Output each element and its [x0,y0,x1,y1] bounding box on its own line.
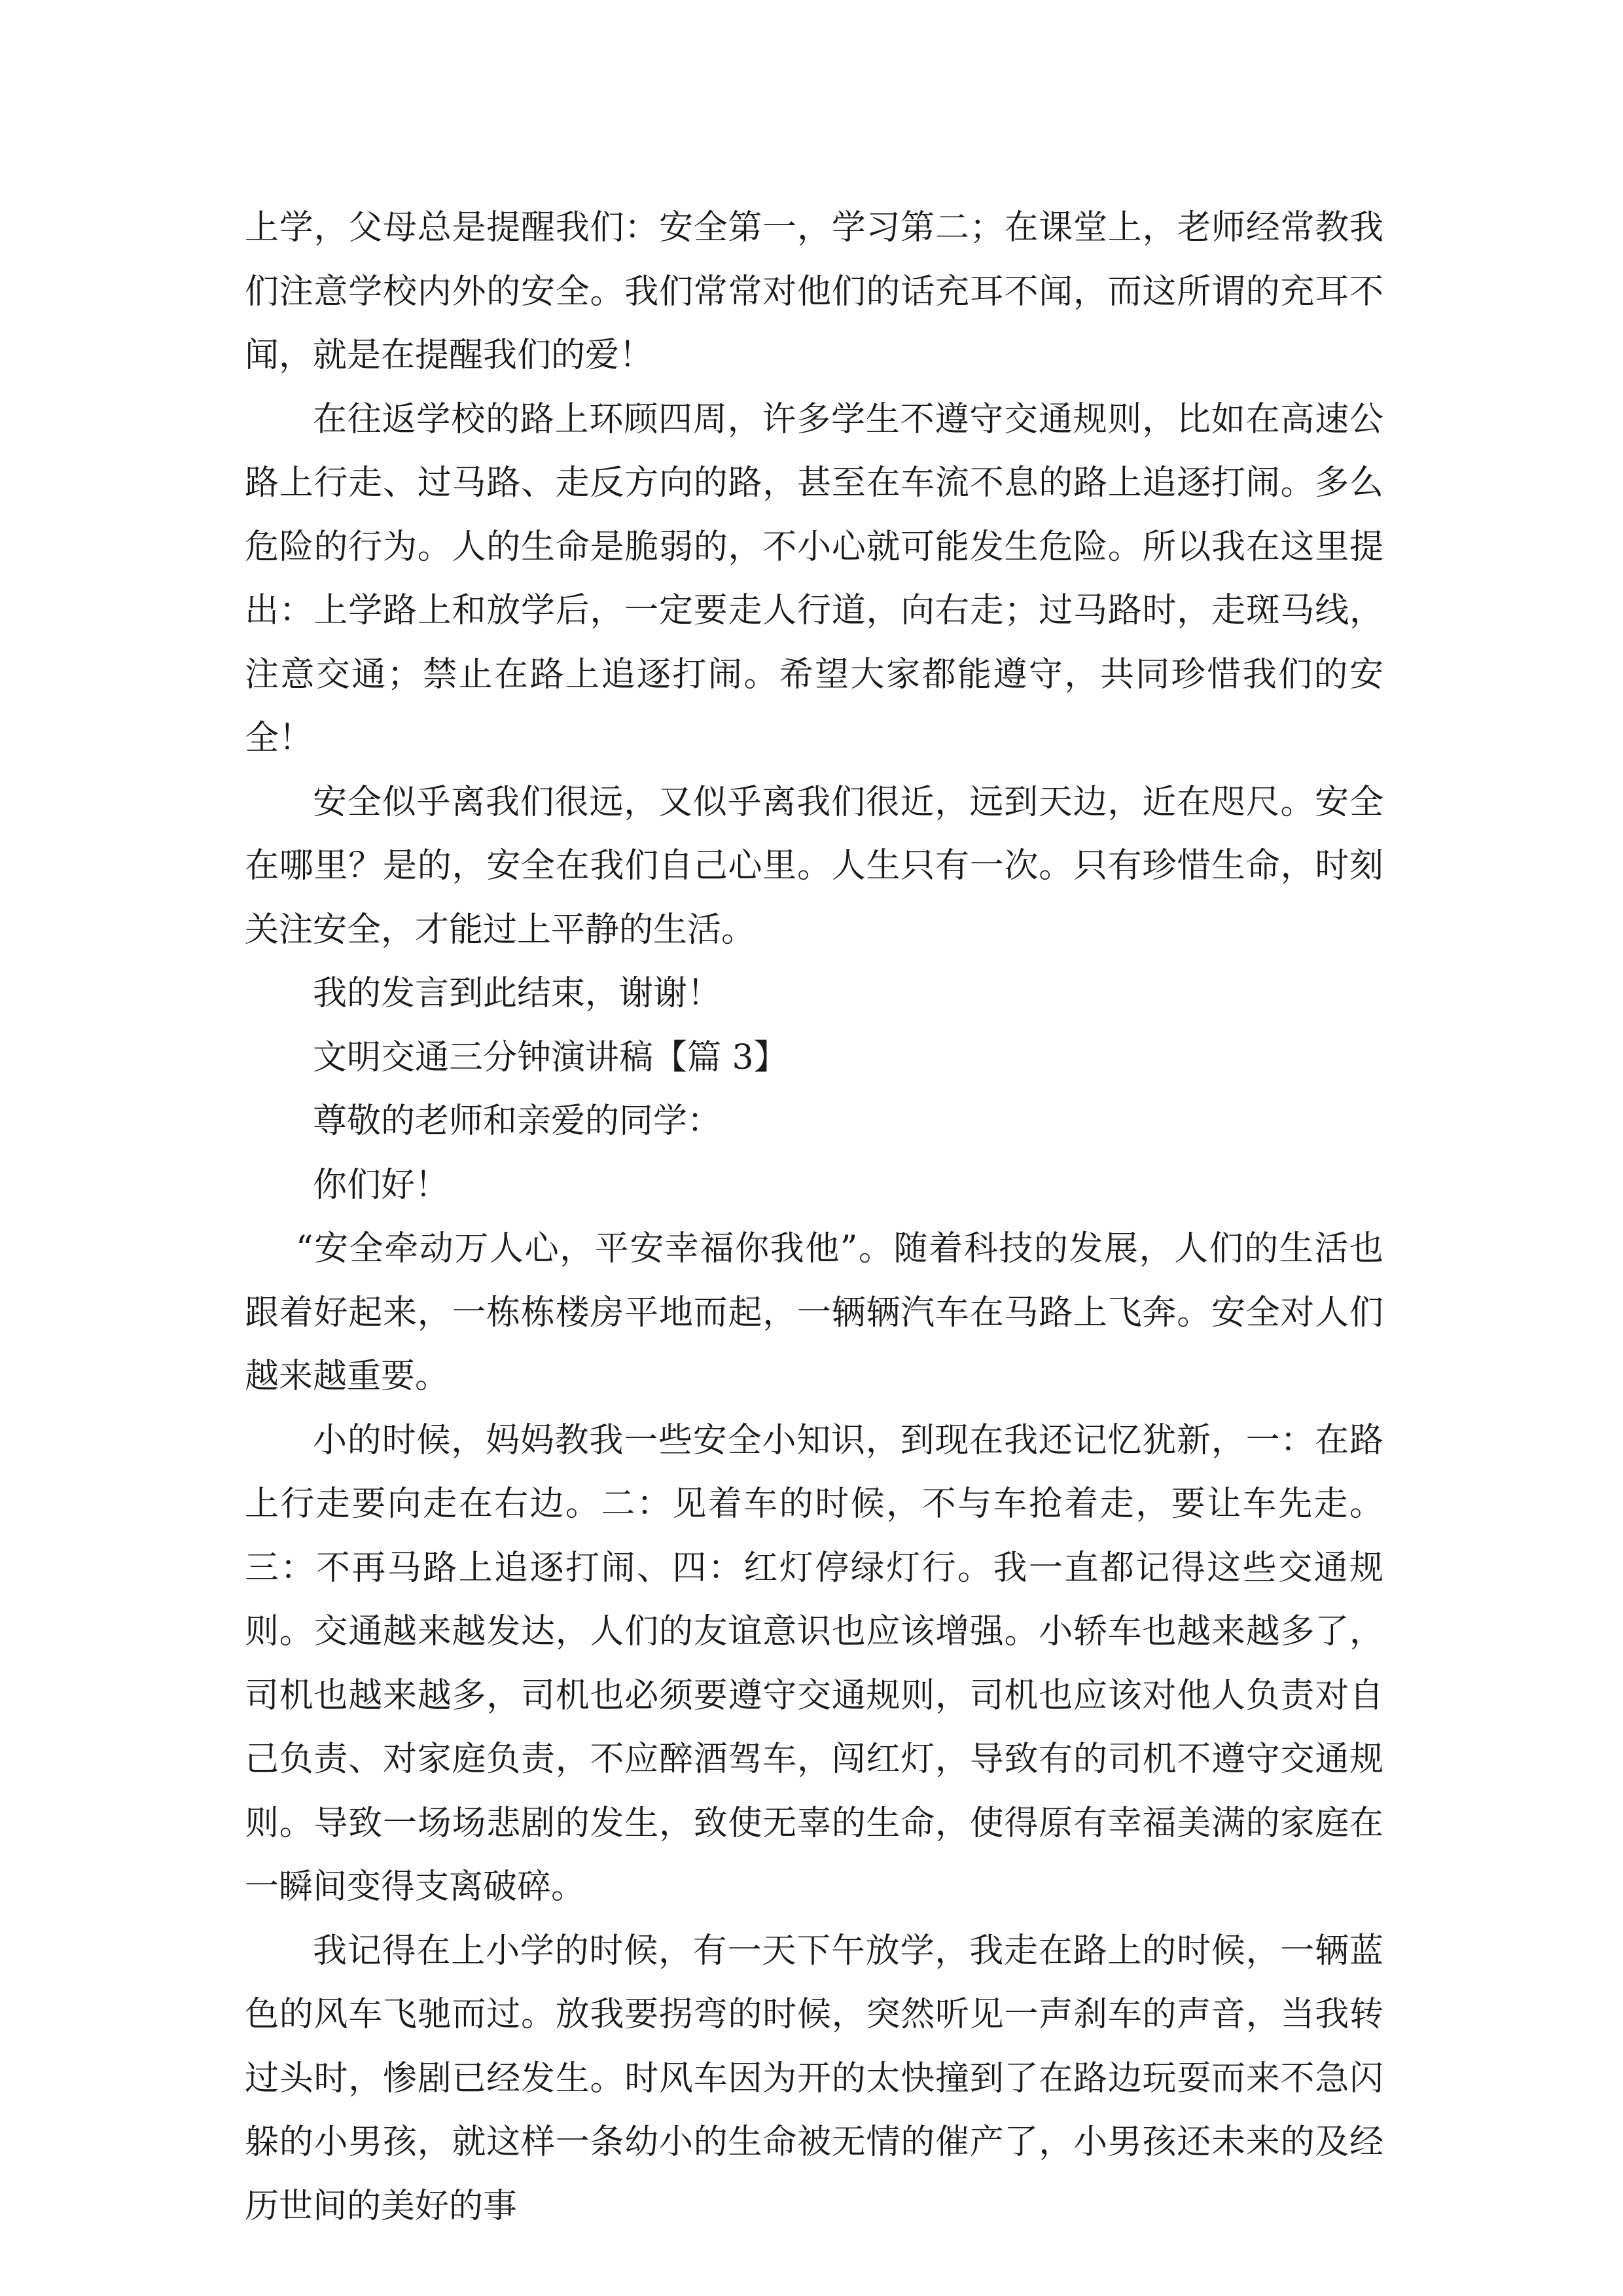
paragraph-parents-reminder: 上学，父母总是提醒我们：安全第一，学习第二；在课堂上，老师经常教我们注意学校内外的安全。我们常常对他们的话充耳不闻，而这所谓的充耳不闻，就是在提醒我们的爱！ [245,208,1383,375]
paragraph-closing: 我的发言到此结束，谢谢！ [313,974,722,1013]
paragraph-safety-near-far: 安全似乎离我们很远，又似乎离我们很近，远到天边，近在咫尺。安全在哪里？是的，安全在我们自己心里。人生只有一次。只有珍惜生命，时刻关注安全，才能过上平静的生活。 [245,782,1383,950]
paragraph-childhood-rules: 小的时候，妈妈教我一些安全小知识，到现在我还记忆犹新，一：在路上行走要向走在右边。二：见着车的时候，不与车抢着走，要让车先走。三：不再马路上追逐打闹、四：红灯停绿灯行。我一直都记得这些交通规则。交通越来越发达，人们的友谊意识也应该增强。小轿车也越来越多了，司机也越来越多，司机也必须要遵守交通规则，司机也应该对他人负责对自己负责、对家庭负责，不应醉酒驾车，闯红灯，导致有的司机不遵守交通规则。导致一场场悲剧的发生，致使无辜的生命，使得原有幸福美满的家庭在一瞬间变得支离破碎。 [245,1420,1383,1907]
paragraph-greeting: 你们好！ [313,1165,450,1205]
paragraph-salutation: 尊敬的老师和亲爱的同学： [313,1102,722,1141]
paragraph-road-observation: 在往返学校的路上环顾四周，许多学生不遵守交通规则，比如在高速公路上行走、过马路、走反方向的路，甚至在车流不息的路上追逐打闹。多么危险的行为。人的生命是脆弱的，不小心就可能发生危险。所以我在这里提出：上学路上和放学后，一定要走人行道，向右走；过马路时，走斑马线，注意交通；禁止在路上追逐打闹。希望大家都能遵守，共同珍惜我们的安全！ [245,399,1383,758]
paragraph-slogan: “安全牵动万人心，平安幸福你我他”。随着科技的发展，人们的生活也跟着好起来，一栋栋楼房平地而起，一辆辆汽车在马路上飞奔。安全对人们越来越重要。 [245,1229,1383,1396]
document-body [245,196,1383,2238]
section-title: 文明交通三分钟演讲稿【篇 3】 [313,1037,788,1077]
paragraph-accident-memory: 我记得在上小学的时候，有一天下午放学，我走在路上的时候，一辆蓝色的风车飞驰而过。放我要拐弯的时候，突然听见一声刹车的声音，当我转过头时，惨剧已经发生。时风车因为开的太快撞到了在路边玩耍而来不急闪躲的小男孩，就这样一条幼小的生命被无情的催产了，小男孩还未来的及经历世间的美好的事 [245,1931,1383,2226]
